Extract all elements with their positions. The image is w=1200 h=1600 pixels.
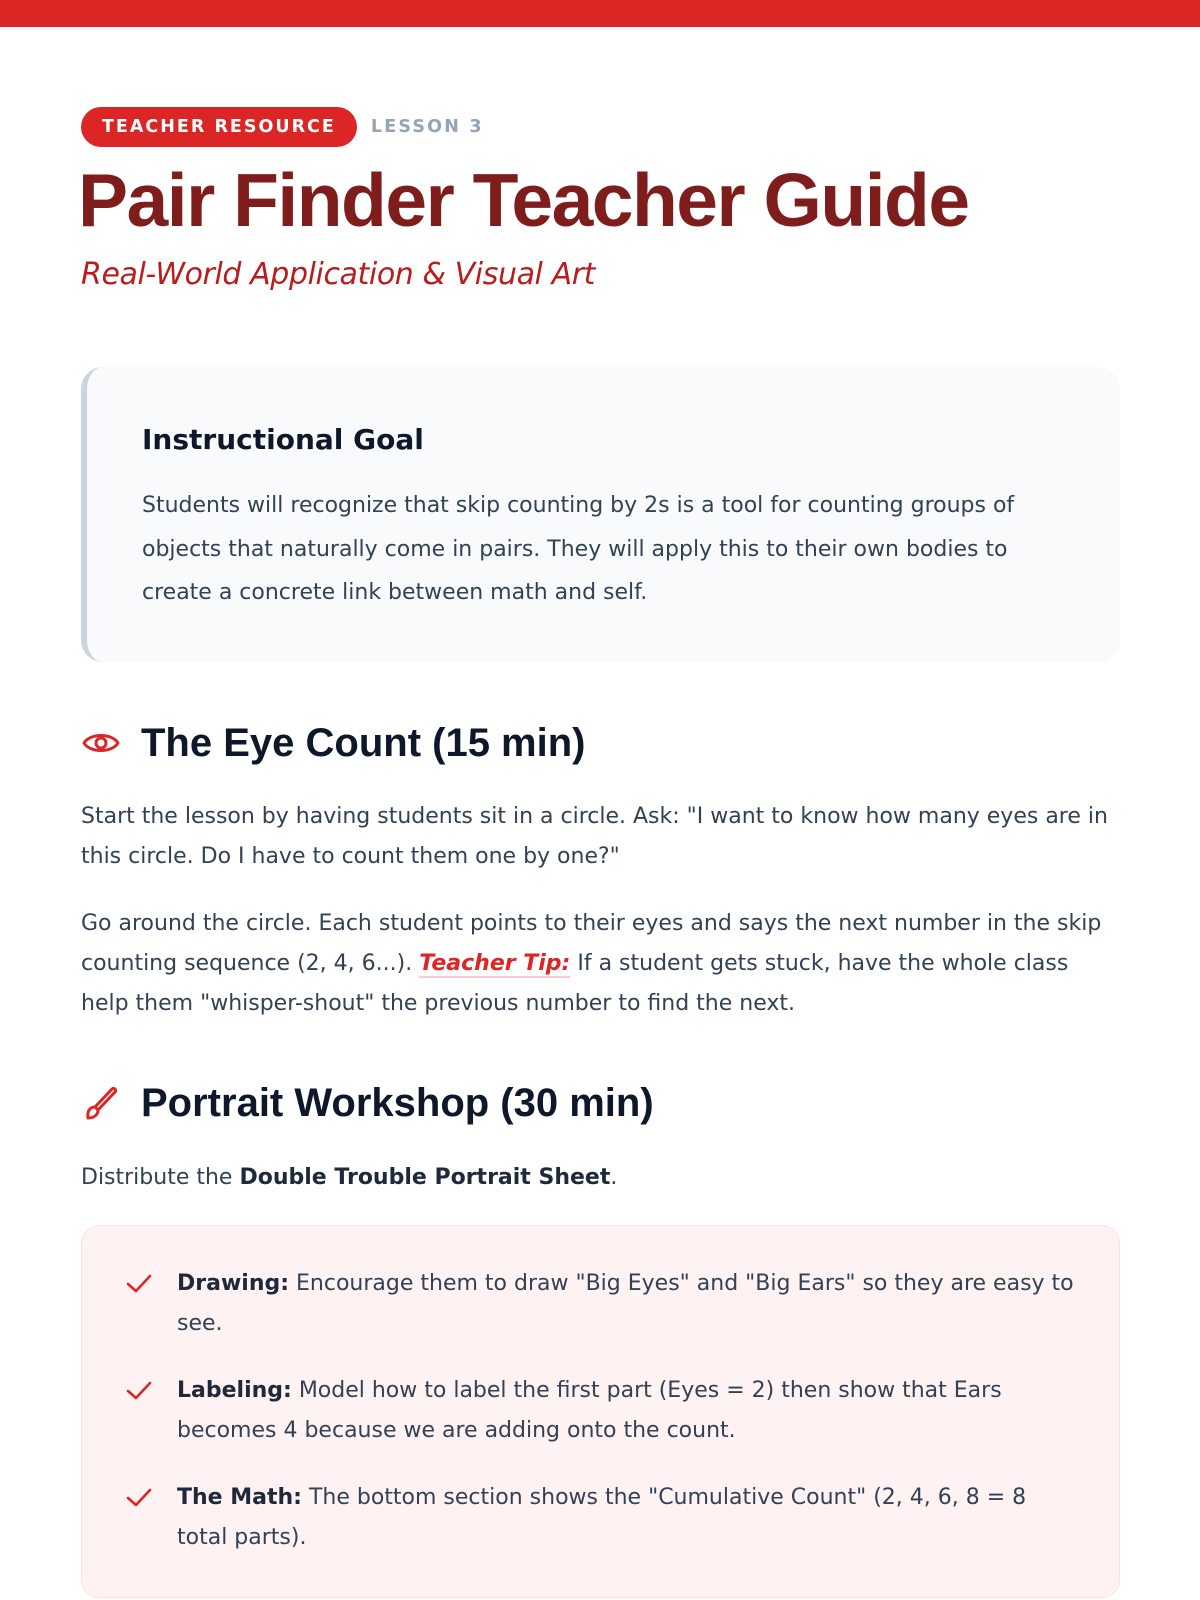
lesson-label: LESSON 3 (370, 117, 484, 137)
page-subtitle: Real-World Application & Visual Art (81, 257, 596, 292)
list-item (125, 1264, 1075, 1344)
list-item-body: Model how to label the first part (Eyes = 2) then show that Ears becomes 4 because we are adding onto the count. (177, 1378, 1002, 1443)
list-item (125, 1371, 1075, 1451)
instructional-goal-card (81, 367, 1120, 662)
page-title: Pair Finder Teacher Guide (78, 158, 969, 242)
top-accent-bar (0, 0, 1200, 27)
portrait-steps-card (81, 1225, 1120, 1598)
list-item-body: Encourage them to draw "Big Eyes" and "Big Ears" so they are easy to see. (177, 1271, 1074, 1336)
check-icon (125, 1487, 153, 1509)
eye-count-paragraph-2 (81, 904, 1120, 1024)
list-item-text (177, 1371, 1075, 1451)
list-item (125, 1478, 1075, 1558)
section-title: Portrait Workshop (30 min) (141, 1080, 654, 1125)
paragraph-text: Distribute the (81, 1165, 240, 1190)
list-item-body: The bottom section shows the "Cumulative Count" (2, 4, 6, 8 = 8 total parts). (177, 1485, 1027, 1550)
paragraph-text: Go around the circle. Each student points to their eyes and says the next number in the skip counting sequence (2, 4, 6...). (81, 911, 1102, 976)
section-title: The Eye Count (15 min) (141, 720, 586, 765)
portrait-intro (81, 1158, 1120, 1198)
section-eye-count-heading (81, 718, 586, 768)
goal-heading: Instructional Goal (142, 423, 424, 456)
resource-badge: TEACHER RESOURCE (81, 107, 357, 147)
list-item-label: Drawing: (177, 1271, 290, 1296)
section-portrait-workshop-heading (81, 1078, 654, 1128)
paragraph-text: If a student gets stuck, have the whole class help them "whisper-shout" the previous number to find the next. (81, 951, 1069, 1016)
check-icon (125, 1380, 153, 1402)
worksheet-name: Double Trouble Portrait Sheet (239, 1165, 611, 1190)
meta-row (81, 107, 484, 147)
list-item-text (177, 1264, 1075, 1344)
paintbrush-icon (81, 1083, 121, 1123)
teacher-tip-label: Teacher Tip: (419, 951, 571, 976)
list-item-label: Labeling: (177, 1378, 292, 1403)
check-icon (125, 1273, 153, 1295)
eye-count-paragraph-1: Start the lesson by having students sit in a circle. Ask: "I want to know how many eyes are in this circle. Do I have to count them one by one?" (81, 804, 1108, 869)
list-item-text (177, 1478, 1075, 1558)
eye-icon (81, 723, 121, 763)
goal-text: Students will recognize that skip counting by 2s is a tool for counting groups of objects that naturally come in pairs. They will apply this to their own bodies to create a concrete link between math and self. (142, 493, 1015, 605)
paragraph-text: . (610, 1165, 618, 1190)
list-item-label: The Math: (177, 1485, 302, 1510)
